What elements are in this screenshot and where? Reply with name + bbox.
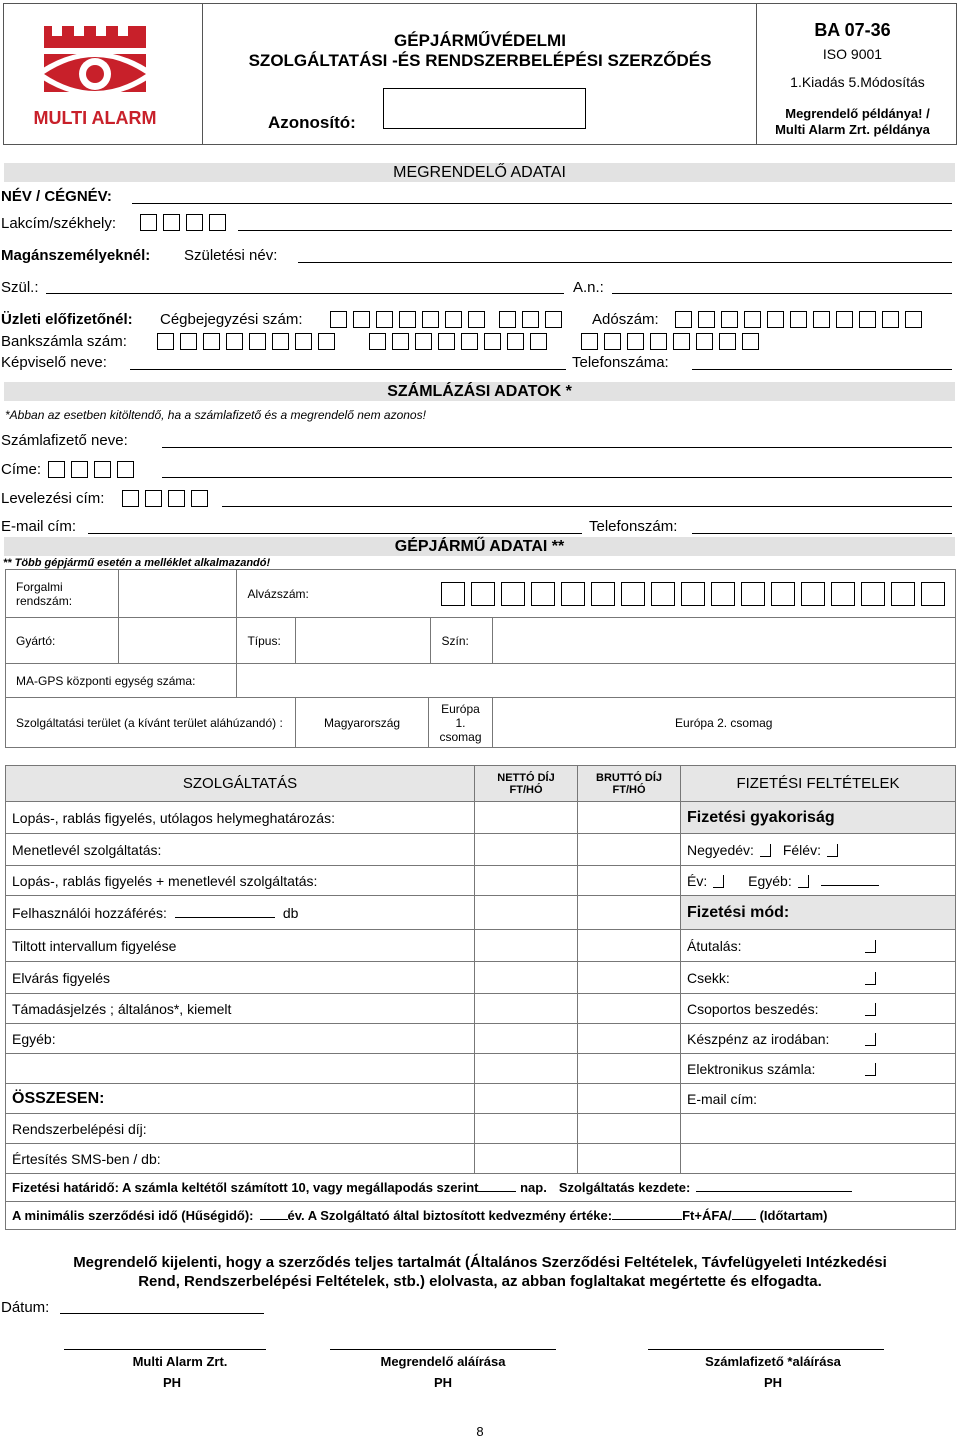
declaration-line-2: Rend, Rendszerbelépési Feltételek, stb.) elolvasta, az abban foglaltakat megértette és elfogadta. [138, 1273, 822, 1290]
identifier-label: Azonosító: [268, 113, 356, 132]
rep-field[interactable] [130, 369, 566, 370]
business-label: Üzleti előfizetőnél: [1, 311, 133, 328]
year-checkbox[interactable] [713, 875, 724, 888]
net-4[interactable] [475, 896, 578, 930]
payer-field[interactable] [162, 447, 952, 448]
service-row-8: Egyéb: [6, 1024, 475, 1054]
min-term-row: A minimális szerződési idő (Hűségidő): év. A Szolgáltató által biztosított kedvezmény értéke: Ft+ÁFA/ (Időtartam) [6, 1202, 956, 1230]
maker-field[interactable] [118, 618, 237, 664]
deadline-field[interactable] [478, 1191, 516, 1192]
service-row-4: Felhasználói hozzáférés: db [6, 896, 475, 930]
gross-9[interactable] [578, 1054, 681, 1084]
payer-label: Számlafizető neve: [1, 432, 128, 449]
net-8[interactable] [475, 1024, 578, 1054]
net-1[interactable] [475, 802, 578, 834]
gross-6[interactable] [578, 962, 681, 994]
gross-1[interactable] [578, 802, 681, 834]
logo [30, 22, 160, 130]
signature-label-2: Megrendelő aláírása [380, 1354, 506, 1369]
check-checkbox[interactable] [865, 972, 876, 985]
date-field[interactable] [60, 1313, 264, 1314]
customer-section-title: MEGRENDELŐ ADATAI [4, 163, 955, 182]
freq-year-other: Év: Egyéb: [681, 866, 956, 896]
signature-line-2[interactable] [330, 1349, 556, 1350]
billing-section-title: SZÁMLÁZÁSI ADATOK * [4, 382, 955, 401]
service-row-7: Támadásjelzés ; általános*, kiemelt [6, 994, 475, 1024]
contract-title-1: GÉPJÁRMŰVÉDELMI [394, 31, 566, 50]
bank-boxes[interactable] [157, 333, 765, 350]
billing-address-field[interactable] [162, 477, 952, 478]
method-transfer: Átutalás: [681, 930, 956, 962]
gps-label: MA-GPS központi egység száma: [6, 664, 237, 698]
service-row-9 [6, 1054, 475, 1084]
area-option-europe-1[interactable]: Európa 1. csomag [429, 698, 492, 748]
vehicle-section-title: GÉPJÁRMŰ ADATAI ** [4, 537, 955, 556]
billing-phone-field[interactable] [692, 533, 952, 534]
half-year-checkbox[interactable] [827, 844, 838, 857]
transfer-checkbox[interactable] [865, 940, 876, 953]
services-table [5, 765, 956, 1230]
rep-phone-label: Telefonszáma: [572, 354, 669, 371]
vehicle-note: ** Több gépjármű esetén a melléklet alkalmazandó! [3, 557, 271, 569]
stamp-label-1: PH [162, 1375, 182, 1390]
cash-checkbox[interactable] [865, 1033, 876, 1046]
gross-8[interactable] [578, 1024, 681, 1054]
service-row-1: Lopás-, rablás figyelés, utólagos helymeghatározás: [6, 802, 475, 834]
service-total: ÖSSZESEN: [6, 1084, 475, 1114]
billing-zip-boxes[interactable] [48, 461, 140, 478]
service-row-3: Lopás-, rablás figyelés + menetlevél szolgáltatás: [6, 866, 475, 896]
gross-entry[interactable] [578, 1114, 681, 1144]
quarter-checkbox[interactable] [760, 844, 771, 857]
deadline-row: Fizetési határidő: A számla keltétől számított 10, vagy megállapodás szerint nap. Szolgáltatás kezdete: [6, 1174, 956, 1202]
e-invoice-checkbox[interactable] [865, 1063, 876, 1076]
method-e-invoice: Elektronikus számla: [681, 1054, 956, 1084]
col-service: SZOLGÁLTATÁS [6, 766, 475, 802]
method-direct-debit: Csoportos beszedés: [681, 994, 956, 1024]
direct-debit-checkbox[interactable] [865, 1003, 876, 1016]
birth-name-field[interactable] [298, 262, 952, 263]
billing-note: *Abban az esetben kitöltendő, ha a számlafizető és a megrendelő nem azonos! [5, 408, 426, 422]
logo-eye-icon [30, 22, 160, 107]
declaration-line-1: Megrendelő kijelenti, hogy a szerződés teljes tartalmát (Általános Szerződési Feltételek, Távfelügyeleti Intézkedési [73, 1254, 887, 1271]
discount-field[interactable] [612, 1219, 682, 1220]
service-row-6: Elvárás figyelés [6, 962, 475, 994]
col-terms: FIZETÉSI FELTÉTELEK [681, 766, 956, 802]
terms-empty [681, 1144, 956, 1174]
area-option-hungary[interactable]: Magyarország [295, 698, 429, 748]
address-field[interactable] [238, 230, 952, 231]
user-access-field[interactable] [175, 917, 275, 918]
service-sms: Értesítés SMS-ben / db: [6, 1144, 475, 1174]
col-gross: BRUTTÓ DÍJ FT/HÓ [578, 766, 681, 802]
service-row-5: Tiltott intervallum figyelése [6, 930, 475, 962]
birth-name-label: Születési név: [184, 247, 278, 264]
billing-phone-label: Telefonszám: [589, 518, 678, 535]
birth-label: Szül.: [1, 279, 39, 296]
discount-period-field[interactable] [732, 1219, 756, 1220]
service-row-2: Menetlevél szolgáltatás: [6, 834, 475, 866]
color-field[interactable] [492, 618, 956, 664]
birth-field[interactable] [46, 293, 564, 294]
method-title: Fizetési mód: [681, 896, 956, 930]
copy-label-1: Megrendelő példánya! / [785, 106, 930, 121]
edition-label: 1.Kiadás 5.Módosítás [790, 74, 925, 90]
stamp-label-3: PH [763, 1375, 783, 1390]
signature-label-1: Multi Alarm Zrt. [132, 1354, 228, 1369]
type-field[interactable] [295, 618, 431, 664]
vehicle-table [5, 569, 956, 748]
start-field[interactable] [696, 1191, 852, 1192]
freq-title: Fizetési gyakoriság [681, 802, 956, 834]
name-field[interactable] [132, 203, 952, 204]
net-6[interactable] [475, 962, 578, 994]
identifier-field[interactable] [383, 88, 586, 129]
service-entry-fee: Rendszerbelépési díj: [6, 1114, 475, 1144]
net-2[interactable] [475, 834, 578, 866]
signature-label-3: Számlafizető *aláírása [705, 1354, 841, 1369]
tax-label: Adószám: [592, 311, 659, 328]
gps-field[interactable] [237, 664, 956, 698]
billing-address-label: Címe: [1, 461, 42, 478]
gross-7[interactable] [578, 994, 681, 1024]
other-checkbox[interactable] [798, 875, 809, 888]
gross-3[interactable] [578, 866, 681, 896]
color-label: Szín: [431, 618, 492, 664]
rep-label: Képviselő neve: [1, 354, 107, 371]
stamp-label-2: PH [433, 1375, 453, 1390]
plate-field[interactable] [118, 570, 237, 618]
copy-label-2: Multi Alarm Zrt. példánya [775, 122, 930, 137]
private-label: Magánszemélyeknél: [1, 247, 151, 264]
gross-total[interactable] [578, 1084, 681, 1114]
date-label: Dátum: [1, 1299, 50, 1316]
maker-label: Gyártó: [6, 618, 119, 664]
logo-text: MULTI ALARM [33, 108, 157, 128]
postal-zip-boxes[interactable] [122, 490, 214, 507]
gross-4[interactable] [578, 896, 681, 930]
postal-label: Levelezési cím: [1, 490, 105, 507]
gross-5[interactable] [578, 930, 681, 962]
mother-label: A.n.: [573, 279, 604, 296]
chassis-boxes[interactable] [431, 570, 956, 618]
chassis-label: Alvázszám: [237, 570, 431, 618]
net-3[interactable] [475, 866, 578, 896]
company-reg-boxes[interactable] [330, 311, 568, 328]
net-entry[interactable] [475, 1114, 578, 1144]
other-field[interactable] [821, 885, 879, 886]
address-label: Lakcím/székhely: [1, 215, 117, 232]
signature-line-1[interactable] [64, 1349, 266, 1350]
min-term-field[interactable] [260, 1219, 288, 1220]
company-reg-label: Cégbejegyzési szám: [160, 311, 303, 328]
terms-email-label: E-mail cím: [681, 1084, 956, 1114]
plate-label: Forgalmi rendszám: [6, 570, 119, 618]
method-cash: Készpénz az irodában: [681, 1024, 956, 1054]
doc-code: BA 07-36 [814, 20, 891, 40]
area-label: Szolgáltatási terület (a kívánt terület aláhúzandó) : [6, 698, 296, 748]
gross-2[interactable] [578, 834, 681, 866]
email-field[interactable] [88, 533, 582, 534]
iso-label: ISO 9001 [822, 46, 883, 62]
mother-field[interactable] [612, 293, 952, 294]
terms-email-field[interactable] [681, 1114, 956, 1144]
address-zip-boxes[interactable] [140, 214, 232, 231]
freq-quarter-half: Negyedév: Félév: [681, 834, 956, 866]
net-total[interactable] [475, 1084, 578, 1114]
type-label: Típus: [237, 618, 295, 664]
net-9[interactable] [475, 1054, 578, 1084]
gross-sms[interactable] [578, 1144, 681, 1174]
page-number: 8 [476, 1424, 484, 1439]
area-option-europe-2[interactable]: Európa 2. csomag [492, 698, 956, 748]
net-sms[interactable] [475, 1144, 578, 1174]
tax-boxes[interactable] [675, 311, 928, 328]
email-label: E-mail cím: [1, 518, 76, 535]
net-5[interactable] [475, 930, 578, 962]
name-label: NÉV / CÉGNÉV: [1, 188, 112, 205]
method-check: Csekk: [681, 962, 956, 994]
bank-label: Bankszámla szám: [1, 333, 127, 350]
signature-line-3[interactable] [648, 1349, 884, 1350]
col-net: NETTÓ DÍJ FT/HÓ [475, 766, 578, 802]
rep-phone-field[interactable] [692, 369, 952, 370]
contract-title-2: SZOLGÁLTATÁSI -ÉS RENDSZERBELÉPÉSI SZERZŐDÉS [248, 51, 712, 70]
net-7[interactable] [475, 994, 578, 1024]
postal-field[interactable] [222, 506, 952, 507]
